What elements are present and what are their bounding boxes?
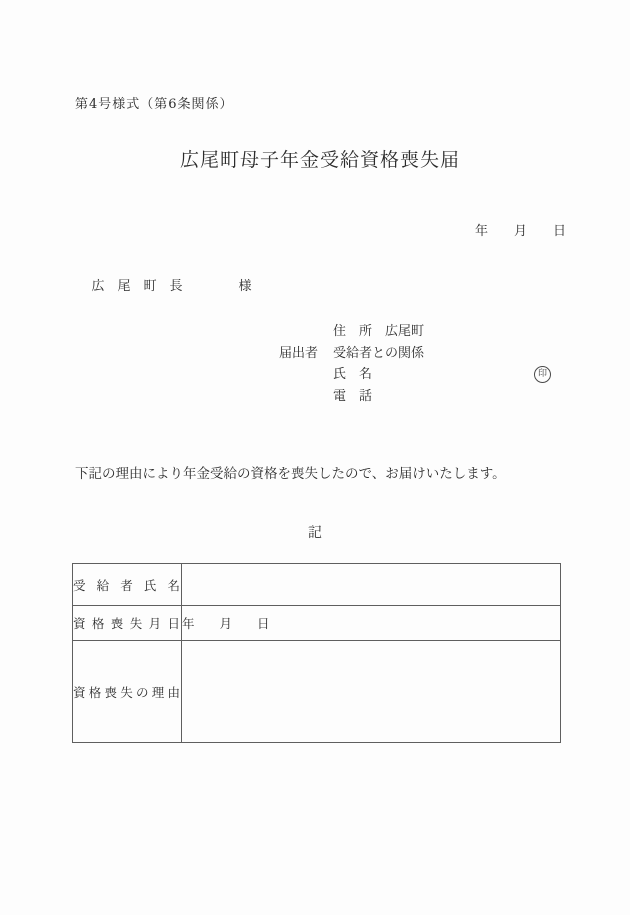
applicant-phone-line: 電 話	[333, 388, 373, 404]
applicant-address-line: 住 所 広尾町	[333, 324, 425, 339]
table-row-loss-reason	[73, 641, 561, 743]
page-title: 広尾町母子年金受給資格喪失届	[179, 149, 460, 171]
applicant-relation-line: 受給者との関係	[333, 345, 425, 361]
submission-date-line: 年 月 日	[474, 224, 566, 239]
form-number: 第4号様式（第6条関係）	[75, 97, 234, 112]
recipient-name-label: 受給者氏名	[73, 564, 182, 606]
applicant-name-label: 氏 名	[333, 367, 373, 382]
addressee-name: 広 尾 町 長	[91, 279, 183, 294]
loss-reason-label: 資格喪失の理由	[73, 641, 182, 743]
body-text: 下記の理由により年金受給の資格を喪失したので、お届けいたします。	[75, 466, 506, 482]
seal-icon: 印	[534, 366, 551, 383]
recipient-name-value	[182, 564, 561, 606]
table-row-loss-date	[73, 606, 561, 641]
applicant-name-line	[333, 364, 551, 386]
loss-reason-value	[182, 641, 561, 743]
record-heading: 記	[308, 525, 322, 541]
addressee-line	[75, 260, 252, 309]
addressee-honorific: 様	[238, 279, 252, 294]
loss-date-label: 資格喪失月日	[73, 606, 182, 641]
table-row-recipient-name	[73, 564, 561, 606]
applicant-block	[279, 321, 551, 407]
loss-details-table	[72, 563, 561, 743]
applicant-label: 届出者	[279, 345, 319, 361]
loss-date-value: 年 月 日	[182, 606, 561, 641]
applicant-lines	[333, 321, 551, 407]
